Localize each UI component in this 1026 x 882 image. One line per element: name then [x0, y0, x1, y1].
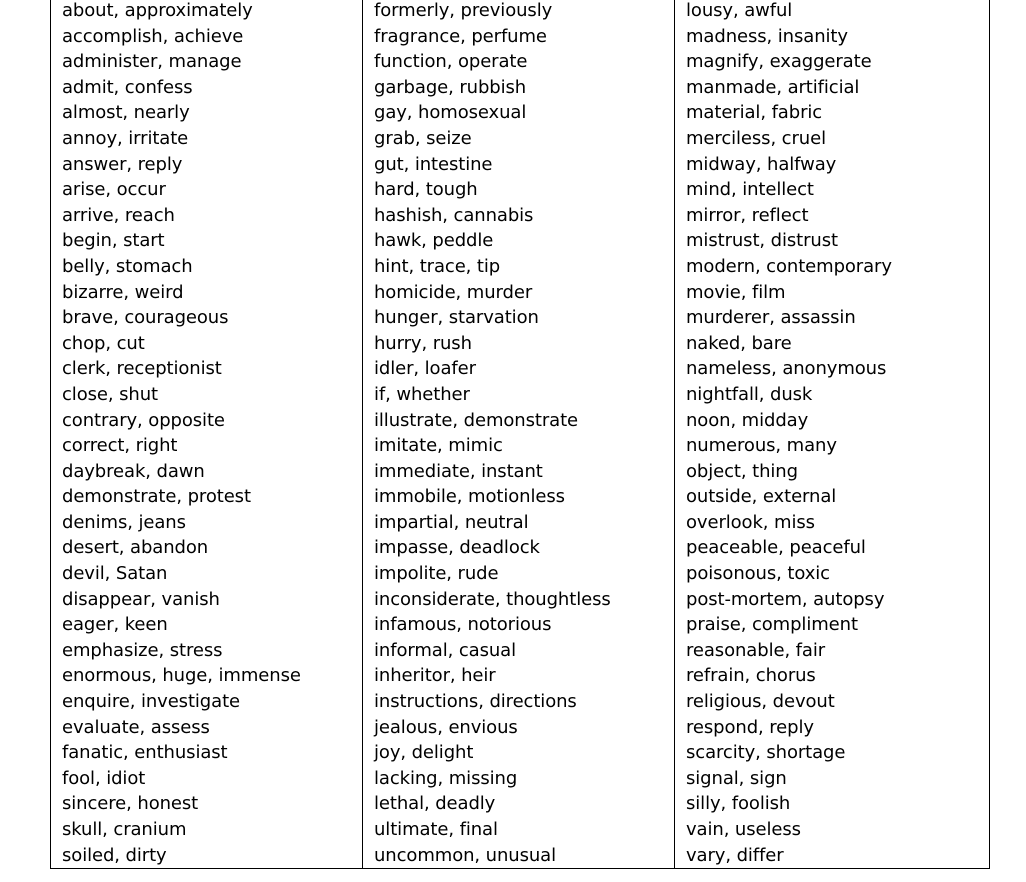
- table-cell: fanatic, enthusiast: [62, 742, 228, 764]
- table-cell: informal, casual: [374, 639, 516, 661]
- table-cell: hashish, cannabis: [374, 204, 534, 226]
- table-cell: admit, confess: [62, 76, 193, 98]
- table-cell: religious, devout: [686, 691, 835, 713]
- table-cell: outside, external: [686, 486, 837, 508]
- table-cell: nightfall, dusk: [686, 383, 813, 405]
- table-cell: murderer, assassin: [686, 307, 856, 329]
- table-cell: respond, reply: [686, 716, 814, 738]
- table-cell: naked, bare: [686, 332, 792, 354]
- table-cell: nameless, anonymous: [686, 358, 887, 380]
- table-cell: material, fabric: [686, 102, 823, 124]
- table-cell: instructions, directions: [374, 691, 577, 713]
- table-cell: emphasize, stress: [62, 639, 223, 661]
- table-cell: if, whether: [374, 383, 470, 405]
- table-cell: chop, cut: [62, 332, 145, 354]
- table-cell: vain, useless: [686, 819, 801, 840]
- table-cell: administer, manage: [62, 51, 242, 73]
- table-cell: enquire, investigate: [62, 691, 241, 713]
- table-column-3: [675, 0, 989, 868]
- table-cell: mistrust, distrust: [686, 230, 838, 252]
- table-cell: hawk, peddle: [374, 230, 494, 252]
- table-cell: mind, intellect: [686, 179, 814, 201]
- table-cell: answer, reply: [62, 153, 183, 175]
- table-cell: merciless, cruel: [686, 127, 826, 149]
- table-cell: demonstrate, protest: [62, 486, 251, 508]
- table-cell: soiled, dirty: [62, 844, 167, 866]
- table-cell: refrain, chorus: [686, 665, 816, 687]
- table-cell: arrive, reach: [62, 204, 175, 226]
- table-cell: fragrance, perfume: [374, 25, 547, 47]
- table-cell: hard, tough: [374, 179, 478, 201]
- table-cell: post-mortem, autopsy: [686, 588, 885, 610]
- table-cell: annoy, irritate: [62, 127, 189, 149]
- table-cell: madness, insanity: [686, 25, 848, 47]
- table-cell: hurry, rush: [374, 332, 472, 354]
- table-cell: denims, jeans: [62, 511, 186, 533]
- table-cell: movie, film: [686, 281, 786, 303]
- table-cell: hunger, starvation: [374, 307, 539, 329]
- table-cell: garbage, rubbish: [374, 76, 527, 98]
- table-cell: uncommon, unusual: [374, 844, 557, 866]
- table-cell: eager, keen: [62, 614, 168, 636]
- table-cell: begin, start: [62, 230, 165, 252]
- table-cell: ultimate, final: [374, 819, 498, 840]
- table-cell: modern, contemporary: [686, 255, 892, 277]
- synonym-table: [50, 0, 990, 869]
- table-cell: vary, differ: [686, 844, 784, 866]
- table-cell: inconsiderate, thoughtless: [374, 588, 611, 610]
- table-column-1: [51, 0, 363, 868]
- table-cell: about, approximately: [62, 0, 253, 21]
- table-cell: mirror, reflect: [686, 204, 809, 226]
- table-cell: correct, right: [62, 435, 178, 457]
- table-cell: infamous, notorious: [374, 614, 552, 636]
- table-cell: numerous, many: [686, 435, 837, 457]
- table-cell: disappear, vanish: [62, 588, 220, 610]
- table-cell: lacking, missing: [374, 767, 518, 789]
- table-cell: gut, intestine: [374, 153, 493, 175]
- table-cell: impasse, deadlock: [374, 537, 540, 559]
- table-cell: midway, halfway: [686, 153, 837, 175]
- table-cell: manmade, artificial: [686, 76, 860, 98]
- table-cell: brave, courageous: [62, 307, 229, 329]
- table-cell: belly, stomach: [62, 255, 193, 277]
- table-cell: accomplish, achieve: [62, 25, 244, 47]
- table-cell: impartial, neutral: [374, 511, 529, 533]
- table-cell: daybreak, dawn: [62, 460, 205, 482]
- table-cell: clerk, receptionist: [62, 358, 222, 380]
- table-cell: imitate, mimic: [374, 435, 503, 457]
- table-cell: immobile, motionless: [374, 486, 565, 508]
- table-cell: homicide, murder: [374, 281, 533, 303]
- table-cell: desert, abandon: [62, 537, 209, 559]
- table-cell: idler, loafer: [374, 358, 476, 380]
- table-cell: scarcity, shortage: [686, 742, 846, 764]
- table-cell: close, shut: [62, 383, 158, 405]
- table-cell: fool, idiot: [62, 767, 146, 789]
- table-cell: sincere, honest: [62, 793, 199, 815]
- table-cell: praise, compliment: [686, 614, 858, 636]
- table-cell: function, operate: [374, 51, 528, 73]
- table-cell: arise, occur: [62, 179, 166, 201]
- table-cell: reasonable, fair: [686, 639, 826, 661]
- table-cell: grab, seize: [374, 127, 472, 149]
- table-cell: formerly, previously: [374, 0, 553, 21]
- table-cell: almost, nearly: [62, 102, 190, 124]
- table-cell: lethal, deadly: [374, 793, 496, 815]
- table-cell: poisonous, toxic: [686, 563, 830, 585]
- table-cell: enormous, huge, immense: [62, 665, 301, 687]
- table-cell: silly, foolish: [686, 793, 791, 815]
- table-cell: devil, Satan: [62, 563, 168, 585]
- table-cell: object, thing: [686, 460, 798, 482]
- table-cell: bizarre, weird: [62, 281, 184, 303]
- table-cell: contrary, opposite: [62, 409, 225, 431]
- table-cell: lousy, awful: [686, 0, 793, 21]
- table-cell: impolite, rude: [374, 563, 499, 585]
- table-cell: jealous, envious: [374, 716, 518, 738]
- table-column-2: [363, 0, 675, 868]
- table-cell: skull, cranium: [62, 819, 187, 840]
- table-cell: peaceable, peaceful: [686, 537, 866, 559]
- table-cell: inheritor, heir: [374, 665, 496, 687]
- table-cell: illustrate, demonstrate: [374, 409, 579, 431]
- table-cell: overlook, miss: [686, 511, 815, 533]
- table-cell: joy, delight: [374, 742, 474, 764]
- table-cell: gay, homosexual: [374, 102, 527, 124]
- table-cell: evaluate, assess: [62, 716, 210, 738]
- table-cell: signal, sign: [686, 767, 787, 789]
- table-cell: immediate, instant: [374, 460, 543, 482]
- table-cell: hint, trace, tip: [374, 255, 501, 277]
- table-cell: magnify, exaggerate: [686, 51, 872, 73]
- table-cell: noon, midday: [686, 409, 809, 431]
